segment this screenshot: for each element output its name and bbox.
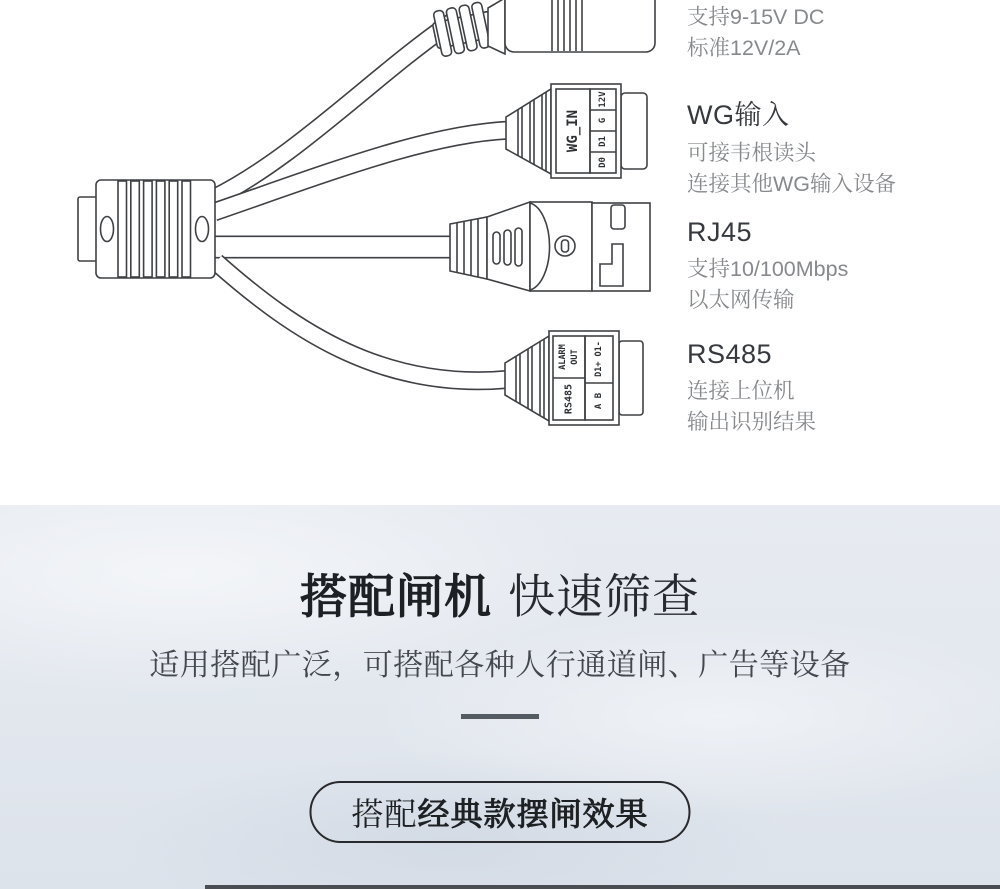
dc-spec-line1: 支持9-15V DC — [687, 5, 825, 29]
gate-pairing-section — [0, 505, 1000, 889]
wg-pin-12v: 12V — [598, 91, 608, 108]
wg-spec-line1: 可接韦根读头 — [687, 141, 817, 165]
section-title-bold: 搭配闸机 — [300, 570, 492, 623]
next-section-edge — [205, 885, 1000, 889]
rs485-port-label: RS485 — [563, 383, 575, 415]
section-title-light: 快速筛查 — [508, 570, 700, 623]
dc-label-group — [687, 2, 824, 64]
section-divider — [461, 714, 539, 719]
rs485-connector-drawing — [505, 331, 643, 425]
rj45-label-group — [687, 217, 848, 316]
wg-pin-g: G — [598, 117, 608, 124]
rs485-cable — [216, 262, 512, 381]
wg-spec-line2: 连接其他WG输入设备 — [687, 172, 897, 196]
section-subtitle: 适用搭配广泛，可搭配各种人行通道闸、广告等设备 — [149, 649, 851, 682]
wg-pin-d0: D0 — [598, 157, 608, 168]
pill-bold-text: 经典款摆闸效果 — [417, 796, 649, 832]
rj45-heading: RJ45 — [687, 217, 753, 247]
section-title — [0, 560, 1000, 627]
pill-prefix: 搭配 — [351, 796, 418, 832]
dc-spec-line2: 标准12V/2A — [687, 36, 801, 60]
rj45-spec-line1: 支持10/100Mbps — [687, 257, 849, 281]
rs485-heading: RS485 — [687, 339, 773, 369]
rj45-connector-drawing — [450, 202, 650, 291]
rs485-alarm-label-line2: OUT — [570, 349, 580, 365]
wg-port-label: WG_IN — [565, 109, 581, 153]
rs485-pins-bottom: A B — [594, 392, 604, 410]
wg-label-group — [687, 93, 896, 200]
rs485-label-group — [687, 339, 816, 438]
rs485-spec-line2: 输出识别结果 — [687, 410, 817, 434]
wg-pin-d1: D1 — [598, 136, 608, 147]
rs485-spec-line1: 连接上位机 — [687, 379, 795, 403]
gate-effect-pill — [309, 781, 690, 843]
main-junction-connector — [78, 180, 215, 278]
rj45-spec-line2: 以太网传输 — [687, 288, 795, 312]
wg-heading: WG输入 — [687, 100, 790, 130]
dc-connector-drawing — [430, 0, 655, 58]
wg-connector-drawing — [506, 84, 647, 178]
rs485-pins-top: D1+ O1- — [594, 341, 604, 377]
rs485-alarm-label-line1: ALARM — [558, 344, 568, 370]
